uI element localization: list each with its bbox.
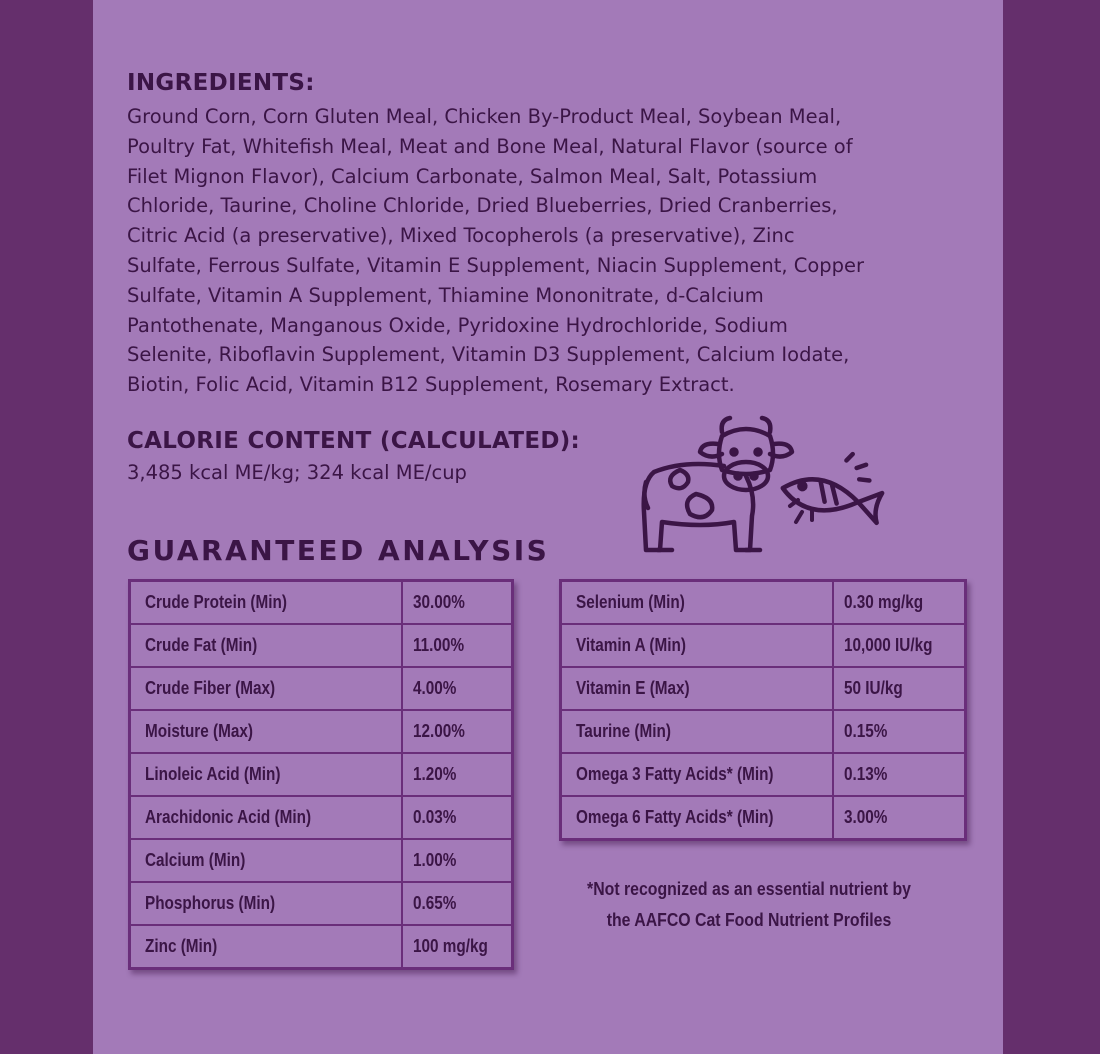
nutrient-name: Omega 3 Fatty Acids* (Min) (561, 753, 834, 796)
ingredients-list (127, 102, 987, 400)
table-row (130, 839, 513, 882)
nutrient-name: Arachidonic Acid (Min) (130, 796, 403, 839)
ingredients-line: Filet Mignon Flavor), Calcium Carbonate, Salmon Meal, Salt, Potassium (127, 164, 818, 188)
cow-icon (644, 418, 792, 550)
nutrient-name: Omega 6 Fatty Acids* (Min) (561, 796, 834, 840)
nutrient-value: 0.15% (833, 710, 966, 753)
nutrient-name: Vitamin E (Max) (561, 667, 834, 710)
nutrient-name: Selenium (Min) (561, 581, 834, 625)
ingredients-heading: INGREDIENTS: (127, 70, 315, 96)
table-row (130, 796, 513, 839)
nutrient-name: Crude Fiber (Max) (130, 667, 403, 710)
nutrient-value: 50 IU/kg (833, 667, 966, 710)
table-row (130, 581, 513, 625)
nutrient-name: Moisture (Max) (130, 710, 403, 753)
table-row (561, 667, 966, 710)
table-row (130, 882, 513, 925)
nutrient-value: 30.00% (402, 581, 513, 625)
table-row (130, 667, 513, 710)
ingredients-line: Sulfate, Ferrous Sulfate, Vitamin E Supplement, Niacin Supplement, Copper (127, 253, 865, 277)
nutrient-value: 1.20% (402, 753, 513, 796)
ingredients-line: Ground Corn, Corn Gluten Meal, Chicken By-Product Meal, Soybean Meal, (127, 105, 842, 128)
nutrient-value: 1.00% (402, 839, 513, 882)
nutrient-name: Zinc (Min) (130, 925, 403, 969)
nutrient-name: Linoleic Acid (Min) (130, 753, 403, 796)
fish-icon (779, 437, 894, 530)
nutrient-value: 12.00% (402, 710, 513, 753)
footnote-line: *Not recognized as an essential nutrient by (587, 879, 911, 899)
table-row (561, 581, 966, 625)
table-row (130, 624, 513, 667)
ingredients-line: Poultry Fat, Whitefish Meal, Meat and Bone Meal, Natural Flavor (source of (127, 134, 853, 158)
nutrient-value: 0.65% (402, 882, 513, 925)
table-row (561, 796, 966, 840)
footnote-line: the AAFCO Cat Food Nutrient Profiles (606, 910, 892, 930)
ingredients-line: Citric Acid (a preservative), Mixed Tocopherols (a preservative), Zinc (127, 224, 795, 248)
ingredients-line: Biotin, Folic Acid, Vitamin B12 Supplement, Rosemary Extract. (127, 373, 735, 397)
table-row (561, 710, 966, 753)
nutrient-value: 10,000 IU/kg (833, 624, 966, 667)
nutrient-value: 11.00% (402, 624, 513, 667)
footnote (559, 874, 939, 936)
nutrient-value: 0.13% (833, 753, 966, 796)
table-row (561, 753, 966, 796)
ingredients-line: Sulfate, Vitamin A Supplement, Thiamine Mononitrate, d-Calcium (127, 283, 764, 307)
nutrient-value: 0.03% (402, 796, 513, 839)
nutrient-name: Calcium (Min) (130, 839, 403, 882)
nutrient-value: 0.30 mg/kg (833, 581, 966, 625)
calorie-heading: CALORIE CONTENT (CALCULATED): (127, 428, 581, 454)
nutrient-name: Crude Fat (Min) (130, 624, 403, 667)
calorie-value: 3,485 kcal ME/kg; 324 kcal ME/cup (127, 461, 467, 484)
cow-fish-illustration (640, 410, 910, 565)
nutrient-value: 3.00% (833, 796, 966, 840)
analysis-heading: GUARANTEED ANALYSIS (127, 534, 550, 567)
ingredients-line: Pantothenate, Manganous Oxide, Pyridoxine Hydrochloride, Sodium (127, 313, 788, 337)
nutrient-value: 100 mg/kg (402, 925, 513, 969)
nutrient-name: Phosphorus (Min) (130, 882, 403, 925)
nutrient-value: 4.00% (402, 667, 513, 710)
nutrient-name: Vitamin A (Min) (561, 624, 834, 667)
analysis-table-right (559, 579, 967, 841)
analysis-table-left (128, 579, 514, 970)
nutrient-name: Taurine (Min) (561, 710, 834, 753)
table-row (130, 753, 513, 796)
ingredients-line: Selenite, Riboflavin Supplement, Vitamin D3 Supplement, Calcium Iodate, (127, 343, 850, 367)
table-row (130, 925, 513, 969)
ingredients-line: Chloride, Taurine, Choline Chloride, Dried Blueberries, Dried Cranberries, (127, 194, 838, 218)
table-row (561, 624, 966, 667)
table-row (130, 710, 513, 753)
nutrient-name: Crude Protein (Min) (130, 581, 403, 625)
